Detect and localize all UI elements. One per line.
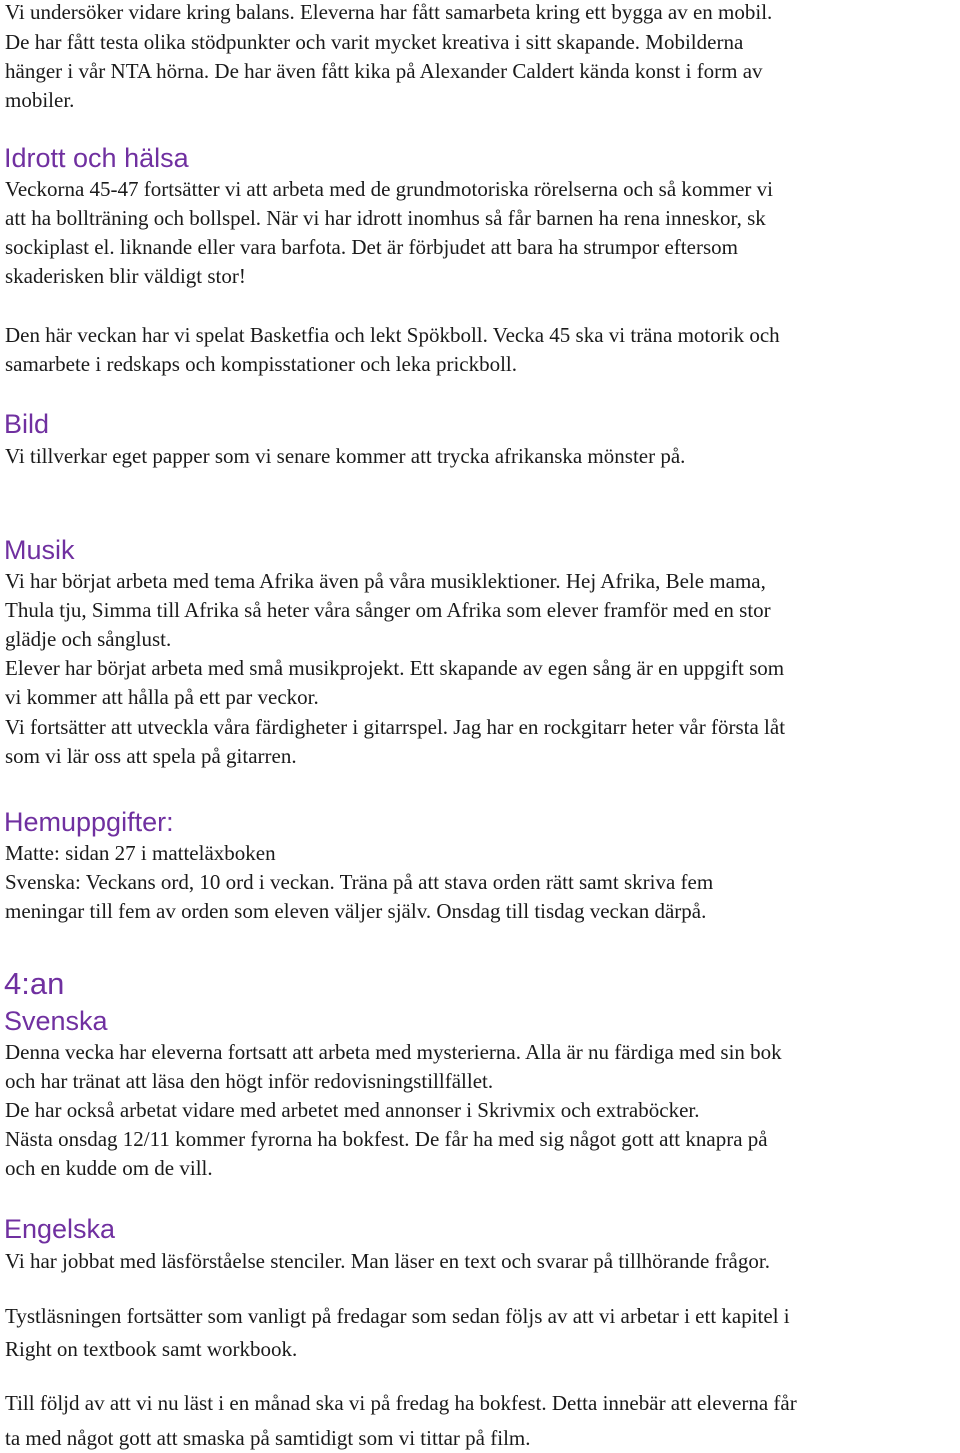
musik-line: Thula tju, Simma till Afrika så heter våra sånger om Afrika som elever framför med en stor: [5, 598, 771, 622]
heading-bild: Bild: [4, 409, 50, 439]
intro-line: hänger i vår NTA hörna. De har även fått kika på Alexander Caldert kända konst i form av: [5, 59, 763, 83]
hemuppgifter-line: Matte: sidan 27 i matteläxboken: [5, 841, 276, 865]
idrott-line: sockiplast el. liknande eller vara barfota. Det är förbjudet att bara ha strumpor eftersom: [5, 235, 738, 259]
heading-musik: Musik: [4, 535, 75, 565]
bild-line: Vi tillverkar eget papper som vi senare kommer att trycka afrikanska mönster på.: [5, 444, 686, 468]
svenska-line: och en kudde om de vill.: [5, 1156, 213, 1180]
intro-line: De har fått testa olika stödpunkter och varit mycket kreativa i sitt skapande. Mobilderna: [5, 30, 744, 54]
svenska-line: Denna vecka har eleverna fortsatt att arbeta med mysterierna. Alla är nu färdiga med sin bok: [5, 1040, 782, 1064]
idrott-line: Veckorna 45-47 fortsätter vi att arbeta med de grundmotoriska rörelserna och så kommer vi: [5, 177, 773, 201]
idrott-line: skaderisken blir väldigt stor!: [5, 264, 246, 288]
engelska-line: Vi har jobbat med läsförståelse stenciler. Man läser en text och svarar på tillhörande frågor.: [5, 1249, 770, 1273]
musik-line: Vi fortsätter att utveckla våra färdigheter i gitarrspel. Jag har en rockgitarr heter vår första låt: [5, 715, 786, 739]
heading-hemuppgifter: Hemuppgifter:: [4, 807, 174, 837]
idrott-line: att ha bollträning och bollspel. När vi har idrott inomhus så får barnen ha rena inneskor, sk: [5, 206, 766, 230]
heading-fyran: 4:an: [4, 966, 65, 1001]
svenska-line: Nästa onsdag 12/11 kommer fyrorna ha bokfest. De får ha med sig något gott att knapra på: [5, 1127, 768, 1151]
svenska-line: och har tränat att läsa den högt inför redovisningstillfället.: [5, 1069, 494, 1093]
engelska-line: Till följd av att vi nu läst i en månad ska vi på fredag ha bokfest. Detta innebär att eleverna får: [5, 1391, 797, 1415]
heading-idrott: Idrott och hälsa: [4, 143, 189, 173]
svenska-line: De har också arbetat vidare med arbetet med annonser i Skrivmix och extraböcker.: [5, 1098, 700, 1122]
idrott-line: Den här veckan har vi spelat Basketfia och lekt Spökboll. Vecka 45 ska vi träna motorik och: [5, 323, 780, 347]
musik-line: Vi har börjat arbeta med tema Afrika även på våra musiklektioner. Hej Afrika, Bele mama,: [5, 569, 766, 593]
hemuppgifter-line: meningar till fem av orden som eleven väljer själv. Onsdag till tisdag veckan därpå.: [5, 899, 707, 923]
heading-engelska: Engelska: [4, 1214, 116, 1244]
musik-line: glädje och sånglust.: [5, 627, 172, 651]
intro-line: Vi undersöker vidare kring balans. Eleverna har fått samarbeta kring ett bygga av en mobil.: [5, 0, 773, 24]
engelska-line: Right on textbook samt workbook.: [5, 1337, 298, 1361]
intro-line: mobiler.: [5, 88, 75, 112]
idrott-line: samarbete i redskaps och kompisstationer och leka prickboll.: [5, 352, 518, 376]
musik-line: som vi lär oss att spela på gitarren.: [5, 744, 297, 768]
heading-svenska: Svenska: [4, 1006, 108, 1036]
musik-line: Elever har börjat arbeta med små musikprojekt. Ett skapande av egen sång är en uppgift som: [5, 656, 785, 680]
engelska-line: ta med något gott att smaska på samtidigt som vi tittar på film.: [5, 1426, 531, 1450]
engelska-line: Tystläsningen fortsätter som vanligt på fredagar som sedan följs av att vi arbetar i ett kapitel i: [5, 1304, 790, 1328]
hemuppgifter-line: Svenska: Veckans ord, 10 ord i veckan. Träna på att stava orden rätt samt skriva fem: [5, 870, 714, 894]
musik-line: vi kommer att hålla på ett par veckor.: [5, 685, 319, 709]
